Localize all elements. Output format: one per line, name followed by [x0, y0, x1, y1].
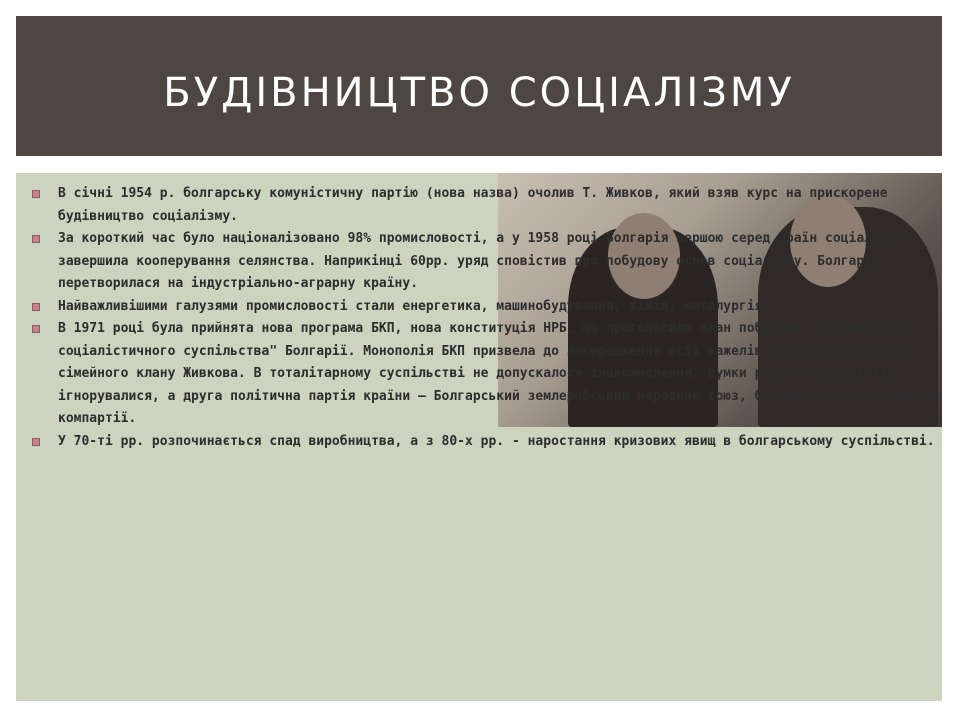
bullet-text: Найважливішими галузями промисловості стали енергетика, машинобудування, хімія, металургія.	[58, 298, 771, 314]
bullet-text: В січні 1954 р. болгарську комуністичну партію (нова назва) очолив Т. Живков, який взяв курс на прискорене будівництво соціалізму.	[58, 186, 888, 224]
bullet-item-4	[32, 318, 960, 431]
slide-title: БУДІВНИЦТВО СОЦІАЛІЗМУ	[163, 70, 795, 116]
bullet-text: За короткий час було націоналізовано 98% промисловості, а у 1958 році Болгарія першою серед країн соціалізму завершила кооперування селянства. Наприкінці 60рр. уряд сповістив про побудову основ соціалізму. Болгарія перетворилася на індустріально-аграрну країну.	[58, 231, 904, 291]
bullet-marker-icon	[32, 235, 40, 243]
bullet-text: У 70-ті рр. розпочинається спад виробництва, а з 80-х рр. - наростання кризових явищ в болгарському суспільстві.	[58, 433, 935, 449]
bullet-marker-icon	[32, 325, 40, 333]
bullet-item-1	[32, 183, 960, 228]
bullet-item-5	[32, 431, 960, 454]
bullet-text: В 1971 році була прийнята нова програма БКП, нова конституція НРБ, що проголосила план побудови "розвинутого соціалістичного суспільства" Болгарії. Монополія БКП призвела до зосередження всіх важелів управління в руках сімейного клану Живкова. В тоталітарному суспільстві не допускалося інакомислення, думки рядових комуністів ігнорувалися, а друга політична партія країни – Болгарський землеробський народний союз, була цілком залежна від компартії.	[58, 321, 935, 426]
bullet-list	[32, 183, 960, 453]
bullet-marker-icon	[32, 190, 40, 198]
bullet-marker-icon	[32, 303, 40, 311]
bullet-marker-icon	[32, 438, 40, 446]
bullet-item-3	[32, 296, 960, 319]
title-bar	[16, 16, 942, 156]
bullet-item-2	[32, 228, 960, 296]
